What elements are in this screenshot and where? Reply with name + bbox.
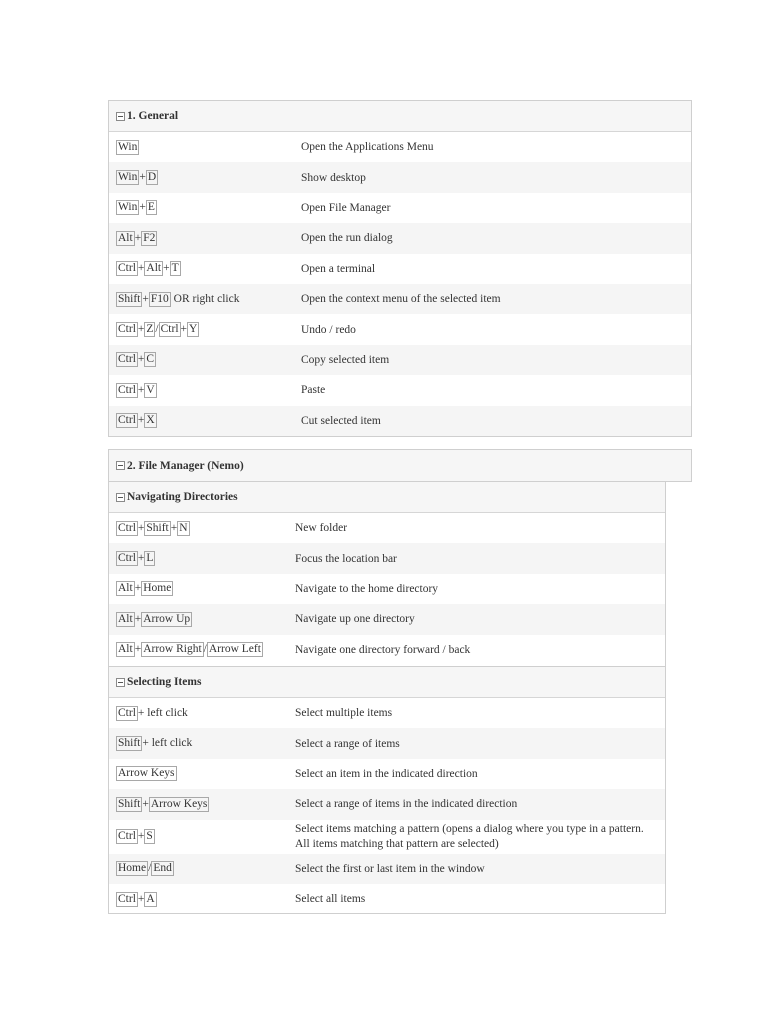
key-cap: Alt <box>118 231 133 244</box>
key-separator: + <box>142 292 149 305</box>
shortcut-keys <box>109 231 301 246</box>
key-separator: + <box>139 171 146 184</box>
key-cap: D <box>147 171 157 184</box>
shortcut-keys <box>109 261 301 276</box>
section-title: 1. General <box>127 110 179 122</box>
key-separator: + <box>180 323 188 336</box>
section-header-general[interactable] <box>109 101 691 132</box>
key-cap: Ctrl <box>118 830 136 843</box>
shortcut-keys <box>109 322 301 337</box>
shortcut-description: Select all items <box>295 893 366 906</box>
shortcut-keys <box>109 521 295 536</box>
table-row <box>109 789 665 819</box>
section-title: Navigating Directories <box>127 491 238 503</box>
shortcut-description: Paste <box>301 384 326 397</box>
shortcut-keys <box>109 140 301 155</box>
key-cap: Alt <box>118 643 133 656</box>
subsection-navigating-directories <box>108 481 666 667</box>
key-cap: End <box>153 862 172 875</box>
shortcut-description: Select a range of items <box>295 737 400 750</box>
table-row <box>109 284 691 314</box>
key-separator: + <box>134 643 142 656</box>
collapse-icon[interactable] <box>116 678 125 687</box>
shortcut-description: Open a terminal <box>301 262 376 275</box>
section-header-file-manager[interactable] <box>109 450 691 481</box>
shortcut-keys <box>109 292 301 307</box>
shortcut-rows <box>109 698 665 914</box>
shortcut-description: Select an item in the indicated direction <box>295 767 478 780</box>
key-separator: + <box>134 612 142 625</box>
shortcut-description: Select items matching a pattern (opens a dialog where you type in a pattern. All items matching that pattern are selected) <box>295 822 644 850</box>
key-separator: + <box>139 201 146 214</box>
shortcut-rows <box>109 513 665 665</box>
shortcut-keys <box>109 581 295 596</box>
subsection-selecting-items <box>108 666 666 914</box>
table-row <box>109 728 665 758</box>
key-cap: Home <box>118 862 147 875</box>
key-separator: + <box>134 582 142 595</box>
key-cap: Win <box>118 201 138 214</box>
shortcut-description: Show desktop <box>301 171 366 184</box>
shortcut-keys <box>109 861 295 876</box>
key-separator: + <box>137 383 145 396</box>
key-separator: + <box>137 414 145 427</box>
table-row <box>109 574 665 604</box>
key-separator: + left click <box>137 706 188 719</box>
table-row <box>109 884 665 914</box>
key-cap: E <box>147 201 155 214</box>
table-row <box>109 854 665 884</box>
key-cap: T <box>171 262 179 275</box>
key-cap: Shift <box>118 292 141 305</box>
table-row <box>109 543 665 573</box>
key-separator: + <box>137 262 145 275</box>
table-row <box>109 345 691 375</box>
shortcut-description: Select a range of items in the indicated direction <box>295 798 518 811</box>
table-row <box>109 513 665 543</box>
key-cap: Shift <box>118 737 141 750</box>
key-cap: Arrow Right <box>143 643 202 656</box>
section-title: 2. File Manager (Nemo) <box>127 459 244 472</box>
shortcut-description: Select the first or last item in the window <box>295 862 485 875</box>
table-row <box>109 375 691 405</box>
section-header-navigating[interactable] <box>109 482 665 513</box>
key-separator: + <box>142 797 149 810</box>
key-separator: OR right click <box>170 292 240 305</box>
key-cap: Arrow Left <box>208 643 261 656</box>
key-cap: Ctrl <box>118 706 136 719</box>
key-separator: + <box>137 521 145 534</box>
shortcut-keys <box>109 352 301 367</box>
key-separator: + <box>137 353 145 366</box>
key-cap: Shift <box>118 797 141 810</box>
shortcut-description: Navigate to the home directory <box>295 582 439 595</box>
key-cap: Arrow Up <box>143 612 191 625</box>
key-cap: Home <box>143 582 172 595</box>
key-cap: X <box>146 414 155 427</box>
shortcut-description: Open the run dialog <box>301 232 393 245</box>
shortcut-description: Undo / redo <box>301 323 356 336</box>
key-cap: S <box>146 830 153 843</box>
key-cap: Alt <box>118 582 133 595</box>
shortcut-keys <box>109 892 295 907</box>
table-row <box>109 162 691 192</box>
key-cap: Ctrl <box>160 323 179 336</box>
shortcut-keys <box>109 736 295 751</box>
shortcut-description: Navigate one directory forward / back <box>295 643 471 656</box>
collapse-icon[interactable] <box>116 461 125 470</box>
section-file-manager <box>108 449 692 482</box>
key-separator: + <box>134 231 142 244</box>
shortcut-keys <box>109 170 301 185</box>
key-cap: Arrow Keys <box>118 767 175 780</box>
shortcut-keys <box>109 200 301 215</box>
table-row <box>109 759 665 789</box>
table-row <box>109 223 691 253</box>
key-cap: Ctrl <box>118 521 136 534</box>
table-row <box>109 314 691 344</box>
shortcut-keys <box>109 706 295 721</box>
key-cap: N <box>179 521 188 534</box>
collapse-icon[interactable] <box>116 112 125 121</box>
table-row <box>109 406 691 436</box>
shortcut-description: Open File Manager <box>301 201 391 214</box>
table-row <box>109 132 691 162</box>
section-general <box>108 100 692 437</box>
section-title: Selecting Items <box>127 676 202 688</box>
shortcut-rows <box>109 132 691 436</box>
key-separator: / <box>203 643 207 656</box>
shortcut-description: Cut selected item <box>301 414 381 427</box>
key-separator: + <box>163 262 170 275</box>
key-cap: V <box>146 383 155 396</box>
key-cap: F2 <box>143 231 156 244</box>
key-cap: F10 <box>150 292 169 305</box>
shortcut-keys <box>109 766 295 781</box>
key-cap: Alt <box>146 262 162 275</box>
key-cap: Ctrl <box>118 414 136 427</box>
shortcut-keys <box>109 551 295 566</box>
table-row <box>109 635 665 665</box>
table-row <box>109 820 665 854</box>
shortcut-keys <box>109 642 295 657</box>
key-cap: Y <box>189 323 198 336</box>
shortcut-keys <box>109 829 295 844</box>
key-separator: + <box>170 521 178 534</box>
key-cap: Win <box>118 140 138 153</box>
collapse-icon[interactable] <box>116 493 125 502</box>
key-cap: Arrow Keys <box>150 797 208 810</box>
shortcut-keys <box>109 413 301 428</box>
shortcut-keys <box>109 612 295 627</box>
shortcut-keys <box>109 797 295 812</box>
key-cap: Shift <box>146 521 169 534</box>
shortcut-description: Focus the location bar <box>295 552 397 565</box>
table-row <box>109 193 691 223</box>
key-cap: Ctrl <box>118 323 136 336</box>
shortcut-description: Open the Applications Menu <box>301 141 434 154</box>
key-cap: Alt <box>118 612 133 625</box>
key-separator: + <box>137 323 145 336</box>
key-cap: Z <box>146 323 154 336</box>
key-separator: / <box>148 862 152 875</box>
shortcut-description: Copy selected item <box>301 353 390 366</box>
key-cap: C <box>146 353 155 366</box>
table-row <box>109 698 665 728</box>
table-row <box>109 254 691 284</box>
table-row <box>109 604 665 634</box>
key-separator: + <box>137 552 145 565</box>
key-cap: Ctrl <box>118 383 136 396</box>
shortcut-keys <box>109 383 301 398</box>
shortcut-description: Select multiple items <box>295 707 393 720</box>
key-separator: + <box>137 830 145 843</box>
key-cap: Ctrl <box>118 552 136 565</box>
shortcut-description: New folder <box>295 522 348 535</box>
key-cap: Ctrl <box>118 353 136 366</box>
key-separator: + <box>137 892 145 905</box>
key-cap: Win <box>118 171 138 184</box>
key-cap: Ctrl <box>118 892 136 905</box>
key-separator: + left click <box>142 737 193 750</box>
key-cap: A <box>146 892 155 905</box>
section-header-selecting[interactable] <box>109 667 665 698</box>
key-cap: Ctrl <box>118 262 136 275</box>
key-cap: L <box>146 552 154 565</box>
key-separator: / <box>155 323 159 336</box>
shortcut-description: Navigate up one directory <box>295 613 415 626</box>
shortcut-description: Open the context menu of the selected item <box>301 293 501 306</box>
